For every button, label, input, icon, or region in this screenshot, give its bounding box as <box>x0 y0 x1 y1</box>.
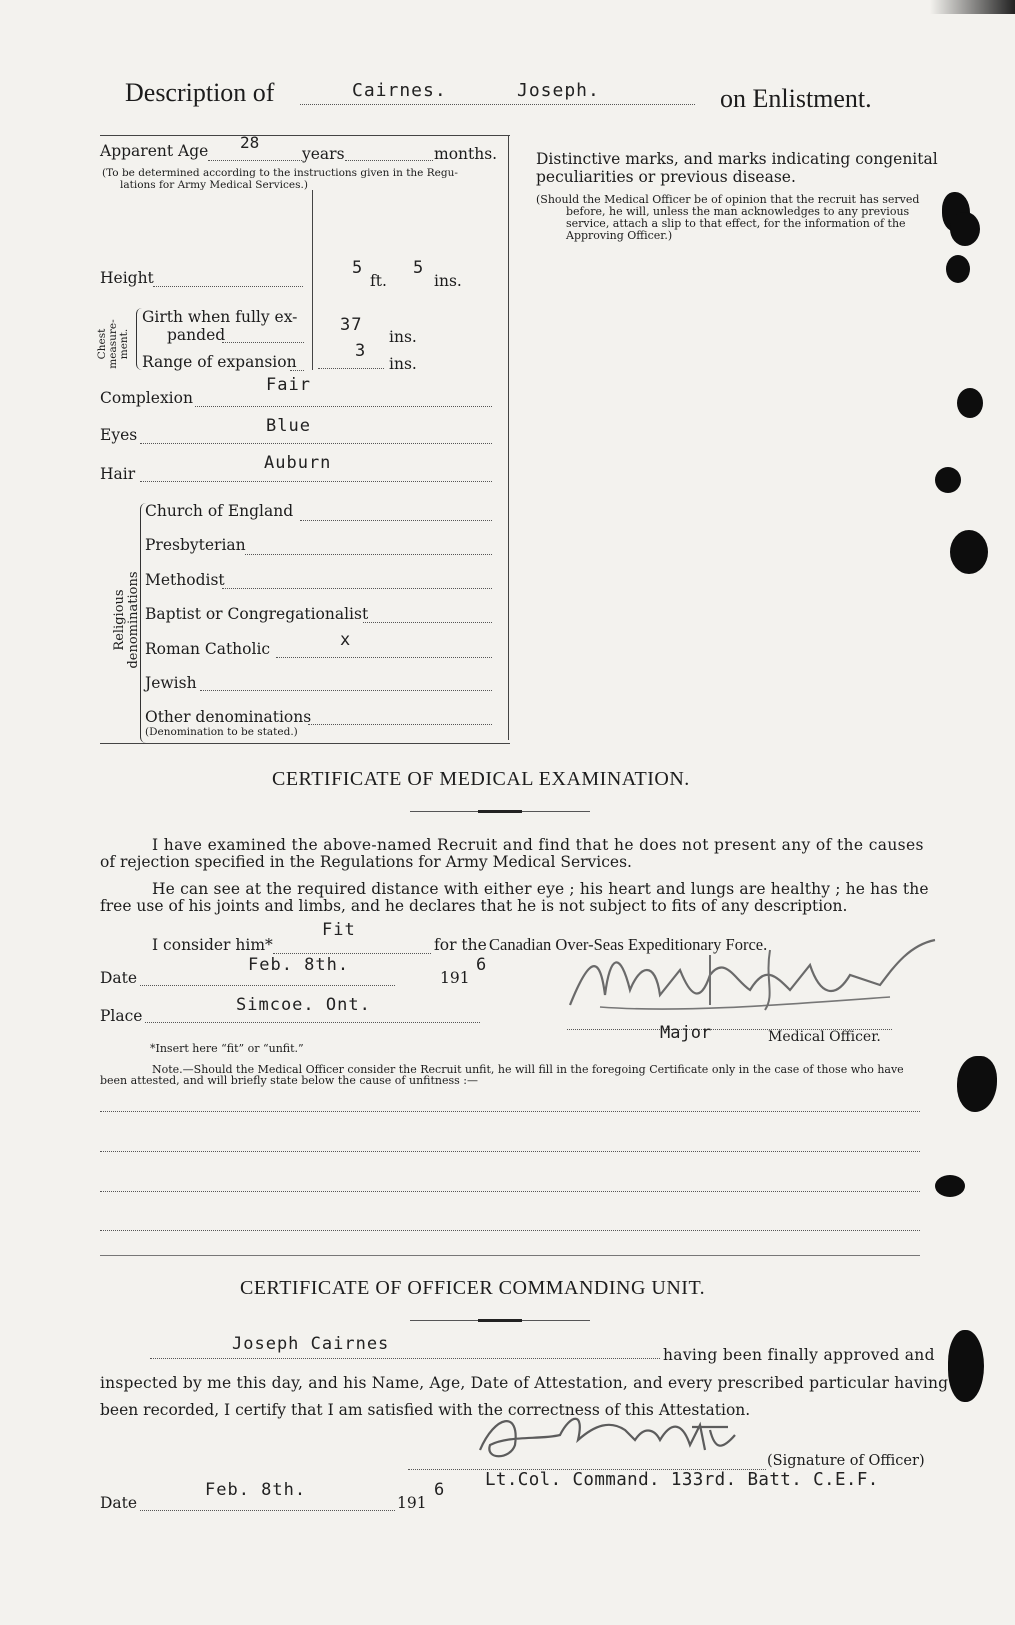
note-line1: Note.—Should the Medical Officer consider the Recruit unfit, he will fill in the foregoing Certificate only in the case of those who have <box>152 1063 904 1076</box>
officer-rank: Major <box>660 1023 712 1043</box>
ink-blot <box>957 1056 997 1112</box>
commanding-title-rule-center <box>478 1319 522 1322</box>
header-prefix: Description of <box>125 78 275 107</box>
age-note-line1: (To be determined according to the instructions given in the Regu- <box>102 167 458 179</box>
religion-line-1 <box>245 554 492 555</box>
age-months-line <box>345 160 433 161</box>
medical-date-value: Feb. 8th. <box>248 955 350 975</box>
force-name: Canadian Over-Seas Expeditionary Force. <box>489 935 768 954</box>
height-label: Height <box>100 269 154 287</box>
ink-blot <box>957 388 983 418</box>
top-rule <box>100 135 510 136</box>
religion-other: Other denominations <box>145 708 312 726</box>
unfit-line-4 <box>100 1230 920 1231</box>
header-name-line <box>300 104 695 105</box>
complexion-label: Complexion <box>100 389 193 407</box>
distinctive-marks-l1: Distinctive marks, and marks indicating congenital <box>536 150 938 168</box>
height-ft-value: 5 <box>352 258 364 278</box>
religion-roman-catholic: Roman Catholic <box>145 640 271 658</box>
religion-line-5 <box>200 690 492 691</box>
age-years-value: 28 <box>240 133 260 152</box>
months-label: months. <box>434 145 498 163</box>
range-line <box>290 370 304 371</box>
unfit-line-3 <box>100 1191 920 1192</box>
ink-blot <box>948 1330 984 1402</box>
commanding-year-digit: 6 <box>434 1480 446 1500</box>
medical-para2-l2: free use of his joints and limbs, and he declares that he is not subject to fits of any description. <box>100 897 848 915</box>
bottom-rule <box>100 743 510 744</box>
apparent-age-label: Apparent Age <box>100 142 209 160</box>
place-line <box>145 1022 480 1023</box>
commanding-line1-suffix: having been finally approved and <box>663 1346 935 1364</box>
medical-para1-l1: I have examined the above-named Recruit and find that he does not present any of the causes <box>152 836 924 854</box>
commanding-date-line <box>140 1510 395 1511</box>
recruit-name: Joseph Cairnes <box>232 1334 390 1354</box>
medical-date-line <box>140 985 395 986</box>
commanding-date-label: Date <box>100 1494 138 1512</box>
commanding-line3: been recorded, I certify that I am satisfied with the correctness of this Attestation. <box>100 1401 751 1419</box>
chest-measurement-label: Chest measure- ment. <box>96 319 130 369</box>
ink-blot <box>950 530 988 574</box>
medical-officer-signature <box>560 935 940 1025</box>
medical-year-prefix: 191 <box>440 969 470 987</box>
hair-line <box>140 481 492 482</box>
medical-title: CERTIFICATE OF MEDICAL EXAMINATION. <box>272 768 690 790</box>
commanding-officer-signature <box>460 1405 780 1465</box>
marks-note-l2: before, he will, unless the man acknowledges to any previous <box>566 205 910 218</box>
height-ins-value: 5 <box>413 258 425 278</box>
medical-year-digit: 6 <box>476 955 488 975</box>
eyes-label: Eyes <box>100 426 138 444</box>
unfit-line-2 <box>100 1151 920 1152</box>
place-value: Simcoe. Ont. <box>236 995 371 1015</box>
distinctive-marks-l2: peculiarities or previous disease. <box>536 168 796 186</box>
range-value: 3 <box>355 341 367 361</box>
header-suffix: on Enlistment. <box>720 84 872 113</box>
medical-officer-label: Medical Officer. <box>768 1029 881 1045</box>
religion-church-of-england: Church of England <box>145 502 294 520</box>
complexion-value: Fair <box>266 375 311 395</box>
marks-note-l3: service, attach a slip to that effect, for the information of the <box>566 217 906 230</box>
religion-line-2 <box>222 588 492 589</box>
section-rule <box>100 1255 920 1256</box>
religion-line-6 <box>308 724 492 725</box>
commanding-officer-title: Lt.Col. Command. 133rd. Batt. C.E.F. <box>485 1470 879 1490</box>
consider-prefix: I consider him* <box>152 936 273 954</box>
commanding-title: CERTIFICATE OF OFFICER COMMANDING UNIT. <box>240 1277 706 1299</box>
insert-note: *Insert here “fit” or “unfit.” <box>150 1042 304 1055</box>
religious-denominations-label: Religious denominations <box>112 571 141 669</box>
roman-catholic-mark: x <box>340 630 352 650</box>
other-denomination-note: (Denomination to be stated.) <box>145 726 298 738</box>
ink-blot <box>935 467 961 493</box>
ink-blot <box>950 212 980 246</box>
religion-line-0 <box>300 520 492 521</box>
girth-line <box>222 342 304 343</box>
consider-line <box>273 953 431 954</box>
girth-label-l2: panded <box>167 326 226 344</box>
religion-methodist: Methodist <box>145 571 225 589</box>
header-given-name: Joseph. <box>517 80 600 101</box>
girth-value: 37 <box>340 315 363 335</box>
chest-value-line <box>318 368 384 369</box>
commanding-date-value: Feb. 8th. <box>205 1480 307 1500</box>
value-column-line <box>312 190 313 370</box>
religion-presbyterian: Presbyterian <box>145 536 246 554</box>
medical-para2-l1: He can see at the required distance with either eye ; his heart and lungs are healthy ; he has the <box>152 880 929 898</box>
eyes-line <box>140 443 492 444</box>
marks-note-l1: (Should the Medical Officer be of opinion that the recruit has served <box>536 193 920 206</box>
religion-baptist: Baptist or Congregationalist <box>145 605 369 623</box>
ft-label: ft. <box>370 272 387 290</box>
signature-of-officer-label: (Signature of Officer) <box>767 1453 925 1469</box>
hair-value: Auburn <box>264 453 332 473</box>
marks-note-l4: Approving Officer.) <box>566 229 673 242</box>
place-label: Place <box>100 1007 143 1025</box>
note-line2: been attested, and will briefly state below the cause of unfitness :— <box>100 1074 479 1087</box>
range-label: Range of expansion <box>142 353 297 371</box>
commanding-year-prefix: 191 <box>397 1494 427 1512</box>
consider-value: Fit <box>322 920 356 940</box>
recruit-name-line <box>150 1358 660 1359</box>
age-note-line2: lations for Army Medical Services.) <box>120 179 308 191</box>
unfit-line-1 <box>100 1111 920 1112</box>
ins-label: ins. <box>434 272 462 290</box>
age-years-line <box>208 160 302 161</box>
range-unit: ins. <box>389 355 417 373</box>
height-line <box>153 286 303 287</box>
header-surname: Cairnes. <box>352 80 447 101</box>
ink-blot <box>935 1175 965 1197</box>
medical-title-rule-center <box>478 810 522 813</box>
commanding-line2: inspected by me this day, and his Name, Age, Date of Attestation, and every prescribed particular having <box>100 1374 949 1392</box>
consider-suffix: for the <box>434 936 487 954</box>
religion-jewish: Jewish <box>145 674 197 692</box>
medical-para1-l2: of rejection specified in the Regulations for Army Medical Services. <box>100 853 632 871</box>
corner-shadow <box>930 0 1015 14</box>
years-label: years <box>302 145 345 163</box>
medical-date-label: Date <box>100 969 138 987</box>
religion-line-4 <box>276 657 492 658</box>
hair-label: Hair <box>100 465 136 483</box>
religion-line-3 <box>363 622 492 623</box>
girth-label-l1: Girth when fully ex- <box>142 308 298 326</box>
ink-blot <box>946 255 970 283</box>
column-divider <box>508 135 509 740</box>
eyes-value: Blue <box>266 416 311 436</box>
complexion-line <box>195 406 492 407</box>
girth-unit: ins. <box>389 328 417 346</box>
